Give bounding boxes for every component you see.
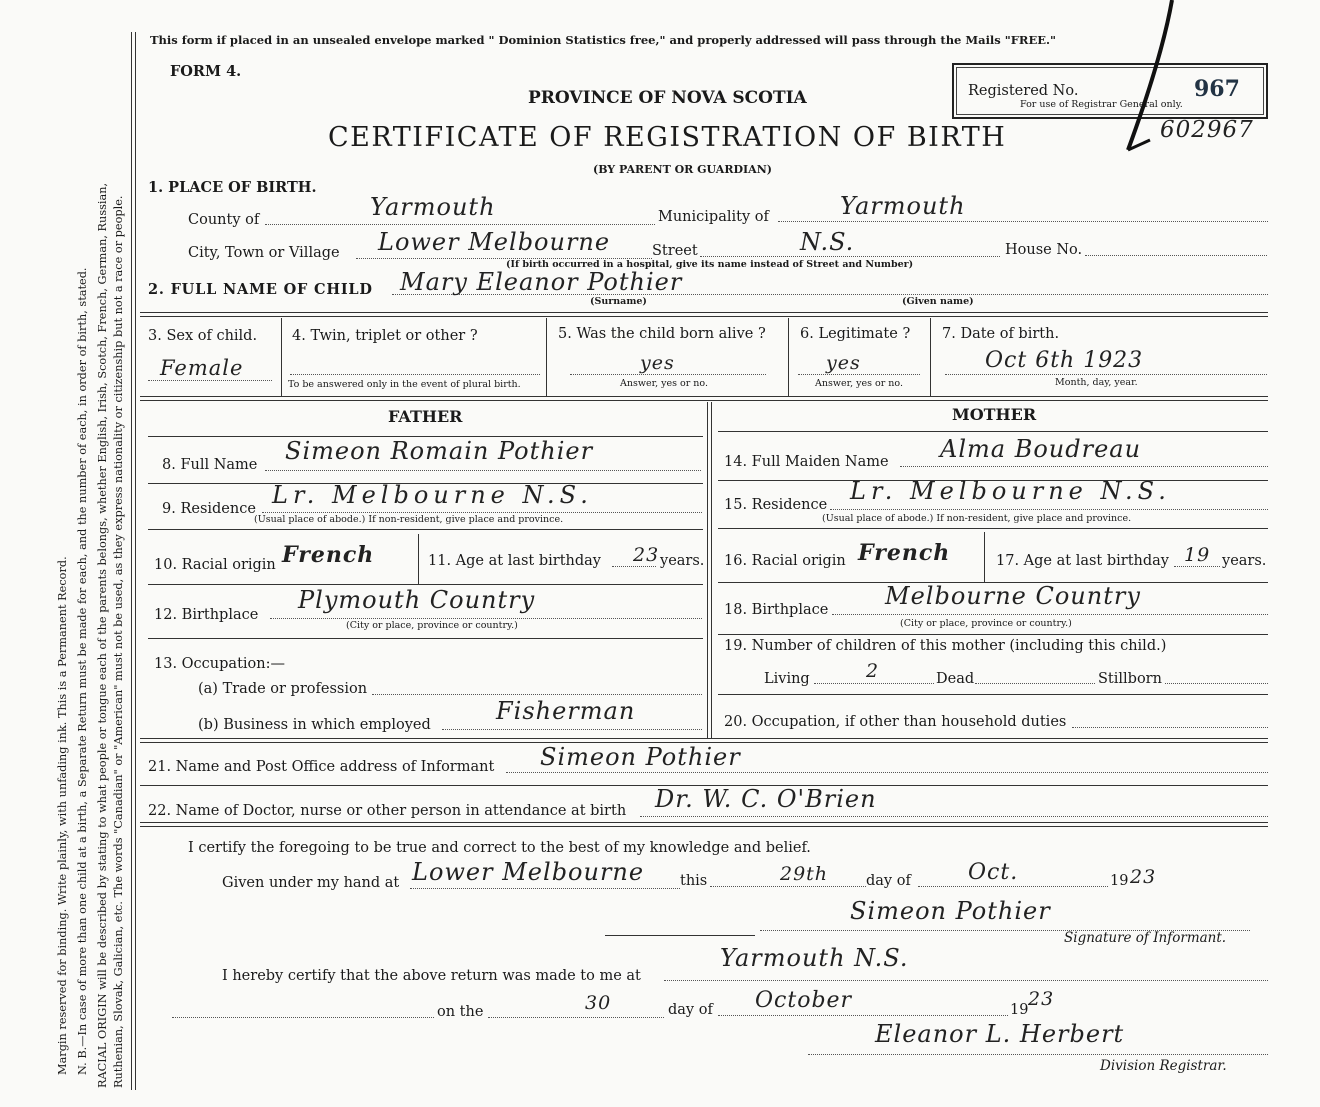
mother-residence-label: 15. Residence: [724, 497, 828, 513]
given-place-value[interactable]: Lower Melbourne: [412, 858, 645, 886]
mother-name-line: [900, 466, 1268, 467]
father-racial-divider: [418, 534, 419, 584]
living-value[interactable]: 2: [866, 660, 880, 682]
father-racial-value[interactable]: French: [282, 542, 375, 568]
mother-racial-value[interactable]: French: [858, 540, 951, 566]
margin-rule-2: [135, 32, 136, 1090]
alive-label: 5. Was the child born alive ?: [558, 326, 766, 342]
reg-day-line: [488, 1017, 664, 1018]
legitimate-value[interactable]: yes: [826, 352, 861, 374]
father-heading: FATHER: [388, 407, 463, 426]
day-of-label: day of: [866, 873, 911, 889]
registered-number: 967: [1194, 76, 1240, 102]
street-label: Street: [652, 243, 698, 259]
date-line: [945, 374, 1267, 375]
rule-above-boxes: [140, 312, 1268, 317]
parents-divider: [707, 402, 708, 738]
alive-line: [570, 374, 766, 375]
year-prefix: 19: [1110, 873, 1129, 889]
mother-age-unit: years.: [1222, 553, 1267, 569]
father-residence-note: (Usual place of abode.) If non-resident, give place and province.: [254, 514, 564, 525]
reg-month-value[interactable]: October: [755, 988, 853, 1013]
mother-name-label: 14. Full Maiden Name: [724, 454, 889, 470]
margin-note-binding: Margin reserved for binding. Write plainly, with unfading ink. This is a Permanent Record.: [56, 556, 69, 1075]
city-value[interactable]: Lower Melbourne: [378, 228, 611, 256]
pen-stroke-mark: [1110, 0, 1180, 160]
margin-note-racial-origin: RACIAL ORIGIN will be described by stating to what people or tongue each of the parents belongs, whether English, Irish, Scotch, French, German, Russian,: [96, 182, 109, 1088]
doctor-label: 22. Name of Doctor, nurse or other person in attendance at birth: [148, 803, 627, 819]
alive-value[interactable]: yes: [640, 352, 675, 374]
form-number: FORM 4.: [170, 63, 242, 80]
informant-value[interactable]: Simeon Pothier: [540, 743, 741, 771]
on-the-label: on the: [437, 1004, 484, 1020]
house-line: [1085, 255, 1267, 256]
father-age-value[interactable]: 23: [633, 544, 660, 566]
father-age-label: 11. Age at last birthday: [428, 553, 601, 569]
mother-occupation-line: [1072, 727, 1268, 728]
mother-racial-label: 16. Racial origin: [724, 553, 846, 569]
father-racial-label: 10. Racial origin: [154, 557, 276, 573]
father-business-value[interactable]: Fisherman: [496, 697, 636, 725]
father-age-unit: years.: [660, 553, 705, 569]
child-name-label: 2. FULL NAME OF CHILD: [148, 281, 373, 298]
month-value[interactable]: Oct.: [968, 860, 1019, 885]
place-of-birth-heading: 1. PLACE OF BIRTH.: [148, 179, 317, 196]
father-birthplace-value[interactable]: Plymouth Country: [298, 586, 536, 614]
father-racial-rule: [148, 584, 703, 585]
legitimate-label: 6. Legitimate ?: [800, 326, 911, 342]
stillborn-line: [1165, 683, 1268, 684]
rule-below-doctor: [140, 822, 1268, 827]
certify-statement: I certify the foregoing to be true and correct to the best of my knowledge and belief.: [188, 840, 811, 856]
doctor-value[interactable]: Dr. W. C. O'Brien: [655, 785, 877, 813]
reg-day-value[interactable]: 30: [585, 992, 612, 1014]
father-residence-label: 9. Residence: [162, 501, 256, 517]
father-birthplace-rule: [148, 638, 703, 639]
father-residence-value[interactable]: Lr. Melbourne N.S.: [272, 481, 593, 509]
given-name-note: (Given name): [902, 296, 974, 307]
county-value[interactable]: Yarmouth: [370, 193, 496, 221]
child-name-value[interactable]: Mary Eleanor Pothier: [400, 268, 683, 296]
margin-note-plural-birth: N. B.—In case of more than one child at a birth, a Separate Return must be made for each, and the number of each, in order of birth, stated.: [76, 267, 89, 1075]
page-subtitle: (BY PARENT OR GUARDIAN): [593, 163, 772, 176]
mother-name-value[interactable]: Alma Boudreau: [940, 435, 1142, 463]
reg-month-line: [718, 1015, 1008, 1016]
street-line: [700, 256, 1000, 257]
sex-line: [148, 380, 272, 381]
county-line: [265, 224, 655, 225]
children-count-label: 19. Number of children of this mother (including this child.): [724, 638, 1167, 654]
day-value[interactable]: 29th: [780, 863, 829, 885]
box-divider: [788, 318, 789, 396]
mother-residence-line: [830, 509, 1268, 510]
legitimate-note: Answer, yes or no.: [815, 378, 904, 389]
father-trade-label: (a) Trade or profession: [198, 681, 368, 697]
province-title: PROVINCE OF NOVA SCOTIA: [528, 88, 807, 108]
registrar-place-value[interactable]: Yarmouth N.S.: [720, 944, 909, 972]
father-birthplace-label: 12. Birthplace: [154, 607, 259, 623]
twin-note: To be answered only in the event of plural birth.: [288, 379, 521, 390]
box-divider: [546, 318, 547, 396]
parents-divider-2: [711, 402, 712, 738]
mother-age-value[interactable]: 19: [1184, 544, 1211, 566]
reg-day-of-label: day of: [668, 1002, 713, 1018]
father-trade-line: [372, 694, 702, 695]
registrar-signature[interactable]: Eleanor L. Herbert: [875, 1020, 1125, 1048]
mother-residence-value[interactable]: Lr. Melbourne N.S.: [850, 477, 1171, 505]
registered-label: Registered No.: [968, 83, 1079, 99]
mother-age-label: 17. Age at last birthday: [996, 553, 1169, 569]
city-label: City, Town or Village: [188, 245, 340, 261]
registrar-place-line: [664, 980, 1268, 981]
mother-birthplace-value[interactable]: Melbourne Country: [885, 582, 1141, 610]
registrar-blank-line: [172, 1017, 434, 1018]
informant-signature-label: Signature of Informant.: [1064, 930, 1227, 946]
doctor-line: [640, 816, 1268, 817]
municipality-line: [778, 221, 1268, 222]
father-birthplace-line: [270, 618, 702, 619]
this-label: this: [680, 873, 708, 889]
year-value[interactable]: 23: [1130, 866, 1157, 888]
twin-label: 4. Twin, triplet or other ?: [292, 328, 478, 344]
stillborn-label: Stillborn: [1098, 671, 1162, 687]
date-of-birth-value[interactable]: Oct 6th 1923: [985, 348, 1144, 373]
street-value[interactable]: N.S.: [800, 228, 855, 256]
mail-note: This form if placed in an unsealed envelope marked " Dominion Statistics free," and properly addressed will pass through the Mails "FREE.": [150, 33, 1057, 47]
mother-birthplace-label: 18. Birthplace: [724, 602, 829, 618]
margin-note-racial-origin-2: Ruthenian, Slovak, Galician, etc. The words "Canadian" or "American" must not be used, as they express nationality or citizenship but not a race or people.: [112, 195, 125, 1088]
house-label: House No.: [1005, 242, 1083, 258]
box-divider: [930, 318, 931, 396]
living-line: [814, 683, 934, 684]
dead-label: Dead: [936, 671, 975, 687]
informant-signature-line: [605, 935, 755, 936]
alive-note: Answer, yes or no.: [620, 378, 709, 389]
month-line: [918, 886, 1108, 887]
date-note: Month, day, year.: [1055, 377, 1138, 388]
father-residence-line: [262, 512, 702, 513]
sex-label: 3. Sex of child.: [148, 328, 258, 344]
registrar-signature-line: [808, 1054, 1268, 1055]
legitimate-line: [798, 374, 920, 375]
father-residence-rule: [148, 529, 703, 530]
father-name-label: 8. Full Name: [162, 457, 258, 473]
handwritten-register-number: 602967: [1160, 117, 1254, 143]
informant-label: 21. Name and Post Office address of Informant: [148, 759, 495, 775]
father-name-value[interactable]: Simeon Romain Pothier: [285, 437, 594, 465]
given-place-line: [410, 888, 680, 889]
mother-birthplace-line: [832, 614, 1268, 615]
given-under-hand-label: Given under my hand at: [222, 875, 400, 891]
father-business-label: (b) Business in which employed: [198, 717, 431, 733]
mother-racial-divider: [984, 532, 985, 582]
mother-residence-note: (Usual place of abode.) If non-resident, give place and province.: [822, 513, 1132, 524]
father-name-line: [265, 470, 701, 471]
county-label: County of: [188, 212, 260, 228]
page-title: CERTIFICATE OF REGISTRATION OF BIRTH: [328, 122, 1007, 153]
mother-rule: [718, 431, 1268, 432]
box-divider: [281, 318, 282, 396]
father-occupation-label: 13. Occupation:—: [154, 656, 285, 672]
living-label: Living: [764, 671, 810, 687]
reg-year-value[interactable]: 23: [1028, 988, 1055, 1010]
father-birthplace-note: (City or place, province or country.): [346, 620, 518, 631]
surname-note: (Surname): [590, 296, 647, 307]
hospital-note: (If birth occurred in a hospital, give its name instead of Street and Number): [506, 259, 914, 270]
mother-birthplace-note: (City or place, province or country.): [900, 618, 1072, 629]
division-registrar-label: Division Registrar.: [1100, 1058, 1227, 1074]
twin-line: [290, 374, 540, 375]
rule-below-boxes: [140, 396, 1268, 401]
date-of-birth-label: 7. Date of birth.: [942, 326, 1060, 342]
father-business-line: [442, 729, 702, 730]
reg-year-prefix: 19: [1010, 1002, 1029, 1018]
father-age-line: [612, 566, 656, 567]
mother-age-line: [1174, 566, 1220, 567]
municipality-label: Municipality of: [658, 209, 769, 225]
margin-rule: [131, 32, 132, 1090]
mother-occupation-label: 20. Occupation, if other than household duties: [724, 714, 1067, 730]
informant-line: [506, 772, 1268, 773]
mother-children-rule: [718, 694, 1268, 695]
day-line: [710, 886, 866, 887]
mother-birthplace-rule: [718, 634, 1268, 635]
dead-line: [975, 683, 1095, 684]
municipality-value[interactable]: Yarmouth: [840, 192, 966, 220]
mother-heading: MOTHER: [952, 405, 1037, 424]
registrar-use-note: For use of Registrar General only.: [1020, 99, 1183, 110]
registrar-certify-text: I hereby certify that the above return was made to me at: [222, 968, 641, 984]
informant-signature[interactable]: Simeon Pothier: [850, 897, 1051, 925]
mother-residence-rule: [718, 528, 1268, 529]
sex-value[interactable]: Female: [160, 356, 244, 380]
